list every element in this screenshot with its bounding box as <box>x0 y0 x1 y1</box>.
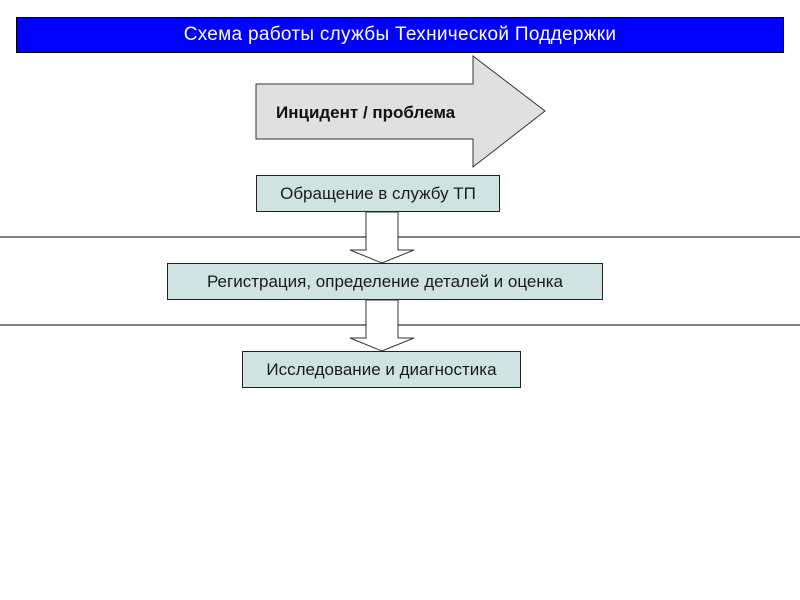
step-box-request: Обращение в службу ТП <box>256 175 500 212</box>
step-box-diagnostics: Исследование и диагностика <box>242 351 521 388</box>
step-box-registration: Регистрация, определение деталей и оценка <box>167 263 603 300</box>
incident-label: Инцидент / проблема <box>276 103 456 122</box>
diagram-title: Схема работы службы Технической Поддержки <box>16 17 784 53</box>
